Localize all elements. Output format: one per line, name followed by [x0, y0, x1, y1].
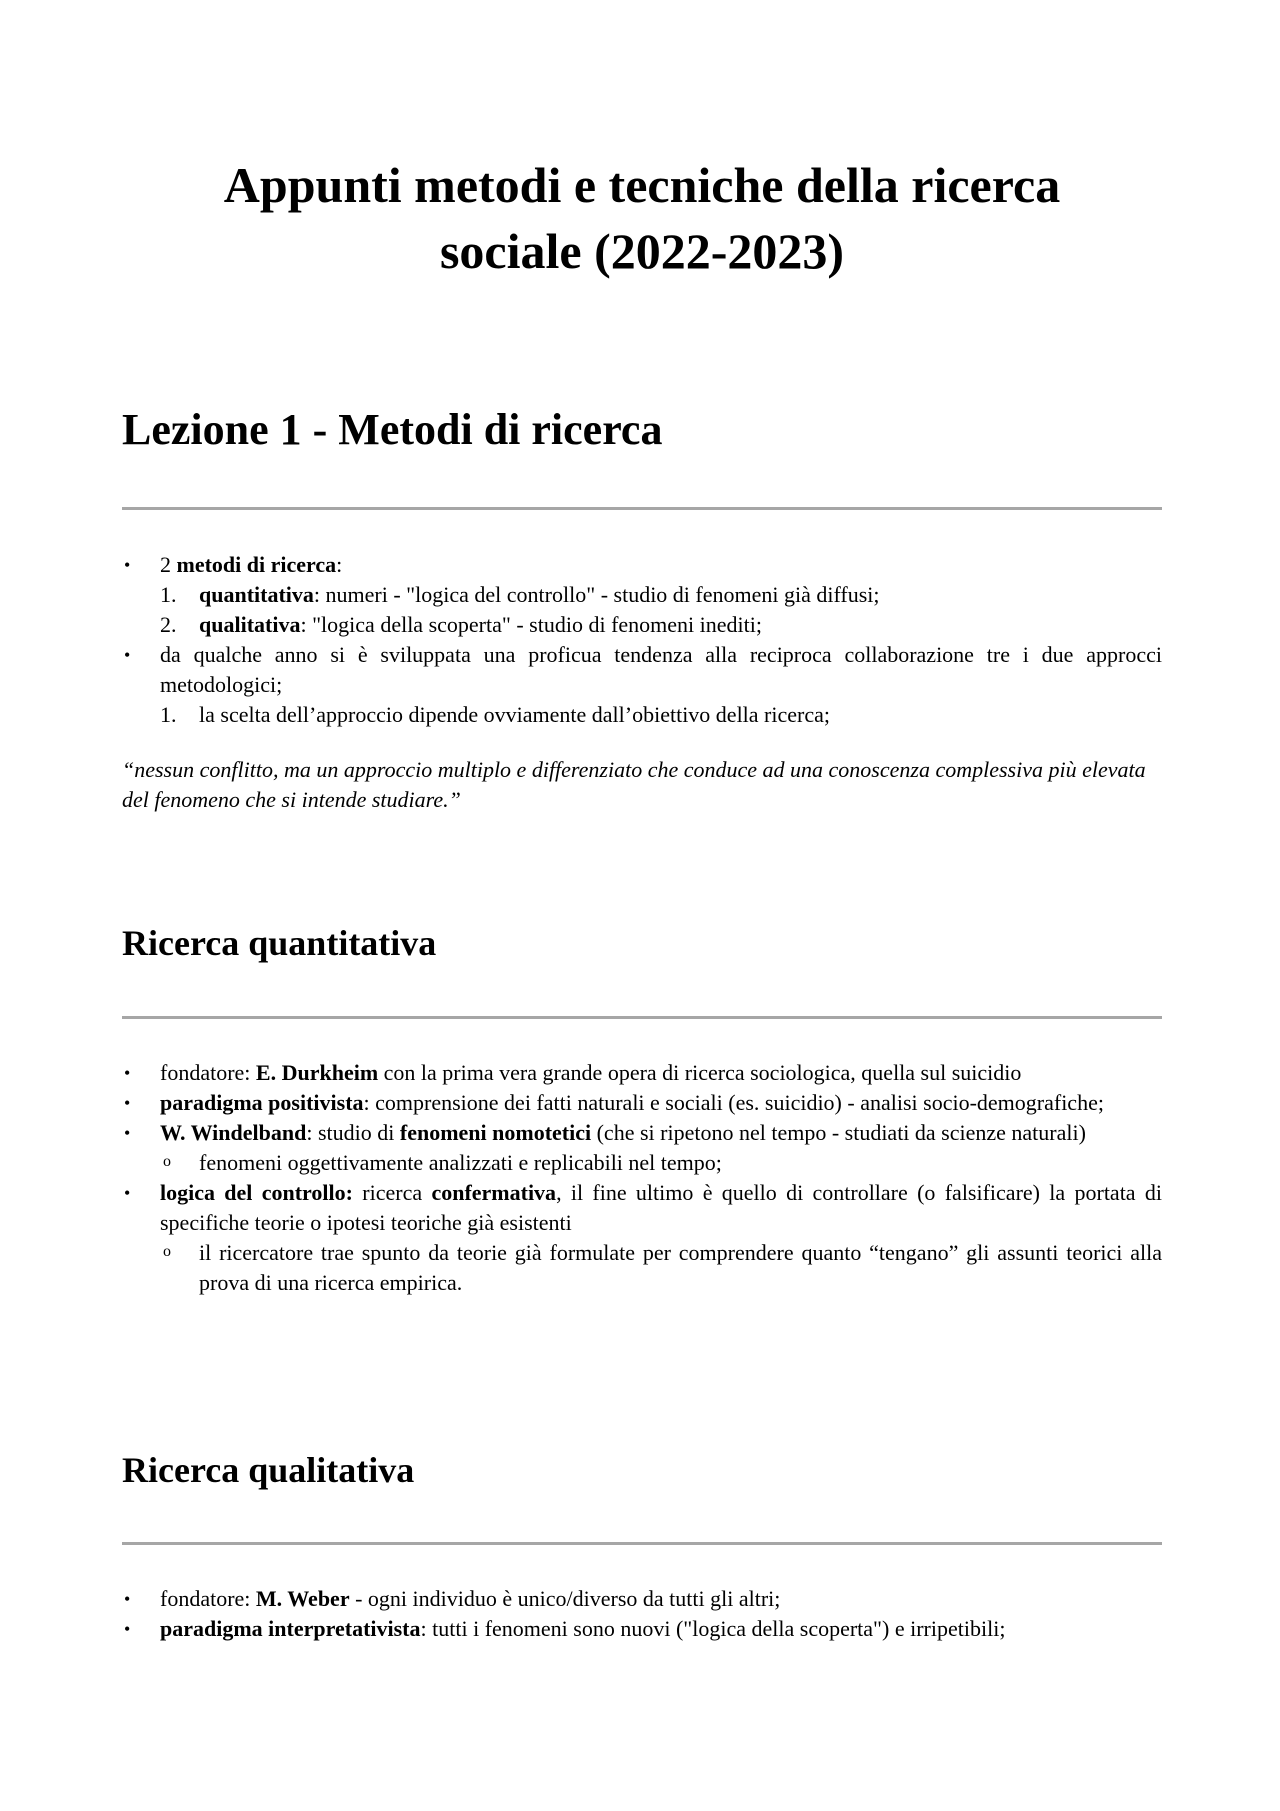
- item-text: : comprensione dei fatti naturali e sociali (es. suicidio) - analisi socio-demografiche;: [363, 1090, 1104, 1115]
- item-bold: paradigma interpretativista: [160, 1616, 421, 1641]
- item-bold: qualitativa: [199, 612, 301, 637]
- section-divider: [122, 1542, 1162, 1545]
- item-bold: logica del controllo:: [160, 1180, 353, 1205]
- list-item: [122, 1584, 1162, 1614]
- list-item: [122, 1088, 1162, 1118]
- item-text: il ricercatore trae spunto da teorie già formulate per comprendere quanto “tengano” gli assunti teorici alla prova di una ricerca empirica.: [199, 1240, 1162, 1295]
- section-divider: [122, 507, 1162, 510]
- sub-list-item: [122, 1148, 1162, 1178]
- item-text: : "logica della scoperta" - studio di fenomeni inediti;: [300, 612, 762, 637]
- numbered-item: [122, 700, 1162, 730]
- lesson-list: [122, 550, 1162, 730]
- section-divider: [122, 1016, 1162, 1019]
- list-item: [122, 1118, 1162, 1148]
- item-bold: fenomeni nomotetici: [399, 1120, 592, 1145]
- numbered-item: [122, 610, 1162, 640]
- quantitativa-list: [122, 1058, 1162, 1298]
- section-heading-quantitativa: Ricerca quantitativa: [122, 923, 437, 963]
- item-text: , il fine ultimo è quello di controllare (o falsificare) la portata di specifiche teorie o ipotesi teoriche già esistenti: [160, 1180, 1162, 1235]
- item-bold: metodi di ricerca: [176, 552, 337, 577]
- quote-text: “nessun conflitto, ma un approccio multiplo e differenziato che conduce ad una conoscenza complessiva più elevata del fenomeno che si intende studiare.”: [122, 757, 1146, 812]
- item-number: 1.: [160, 582, 177, 607]
- title-line-2: sociale (2022-2023): [439, 223, 845, 279]
- item-bold: confermativa: [431, 1180, 557, 1205]
- item-text: con la prima vera grande opera di ricerca sociologica, quella sul suicidio: [378, 1060, 1022, 1085]
- list-item: [122, 550, 1162, 580]
- item-number: 1.: [160, 702, 177, 727]
- item-text: : studio di: [306, 1120, 400, 1145]
- item-bold: quantitativa: [199, 582, 314, 607]
- numbered-item: [122, 580, 1162, 610]
- item-text: : tutti i fenomeni sono nuovi ("logica della scoperta") e irripetibili;: [420, 1616, 1006, 1641]
- item-text: (che si ripetono nel tempo - studiati da scienze naturali): [591, 1120, 1086, 1145]
- item-text: ricerca: [352, 1180, 432, 1205]
- list-item: [122, 1614, 1162, 1644]
- list-item: [122, 1178, 1162, 1238]
- item-text: la scelta dell’approccio dipende ovviamente dall’obiettivo della ricerca;: [199, 702, 830, 727]
- item-bold: paradigma positivista: [160, 1090, 364, 1115]
- item-number: 2.: [160, 612, 177, 637]
- section-heading-qualitativa: Ricerca qualitativa: [122, 1450, 415, 1490]
- item-text: : numeri - "logica del controllo" - studio di fenomeni già diffusi;: [313, 582, 880, 607]
- item-text: :: [336, 552, 343, 577]
- item-text: da qualche anno si è sviluppata una proficua tendenza alla reciproca collaborazione tre i due approcci metodologici;: [160, 642, 1162, 697]
- item-text: 2: [160, 552, 177, 577]
- sub-list-item: [122, 1238, 1162, 1298]
- qualitativa-list: [122, 1584, 1162, 1644]
- item-text: fenomeni oggettivamente analizzati e replicabili nel tempo;: [199, 1150, 722, 1175]
- item-text: fondatore:: [160, 1586, 256, 1611]
- item-text: fondatore:: [160, 1060, 256, 1085]
- lesson-heading: Lezione 1 - Metodi di ricerca: [122, 405, 663, 454]
- document-title: [122, 152, 1162, 284]
- item-bold: M. Weber: [255, 1586, 350, 1611]
- list-item: [122, 1058, 1162, 1088]
- item-text: - ogni individuo è unico/diverso da tutti gli altri;: [349, 1586, 781, 1611]
- list-item: [122, 640, 1162, 700]
- item-bold: E. Durkheim: [255, 1060, 379, 1085]
- item-bold: W. Windelband: [160, 1120, 307, 1145]
- title-line-1: Appunti metodi e tecniche della ricerca: [223, 157, 1061, 213]
